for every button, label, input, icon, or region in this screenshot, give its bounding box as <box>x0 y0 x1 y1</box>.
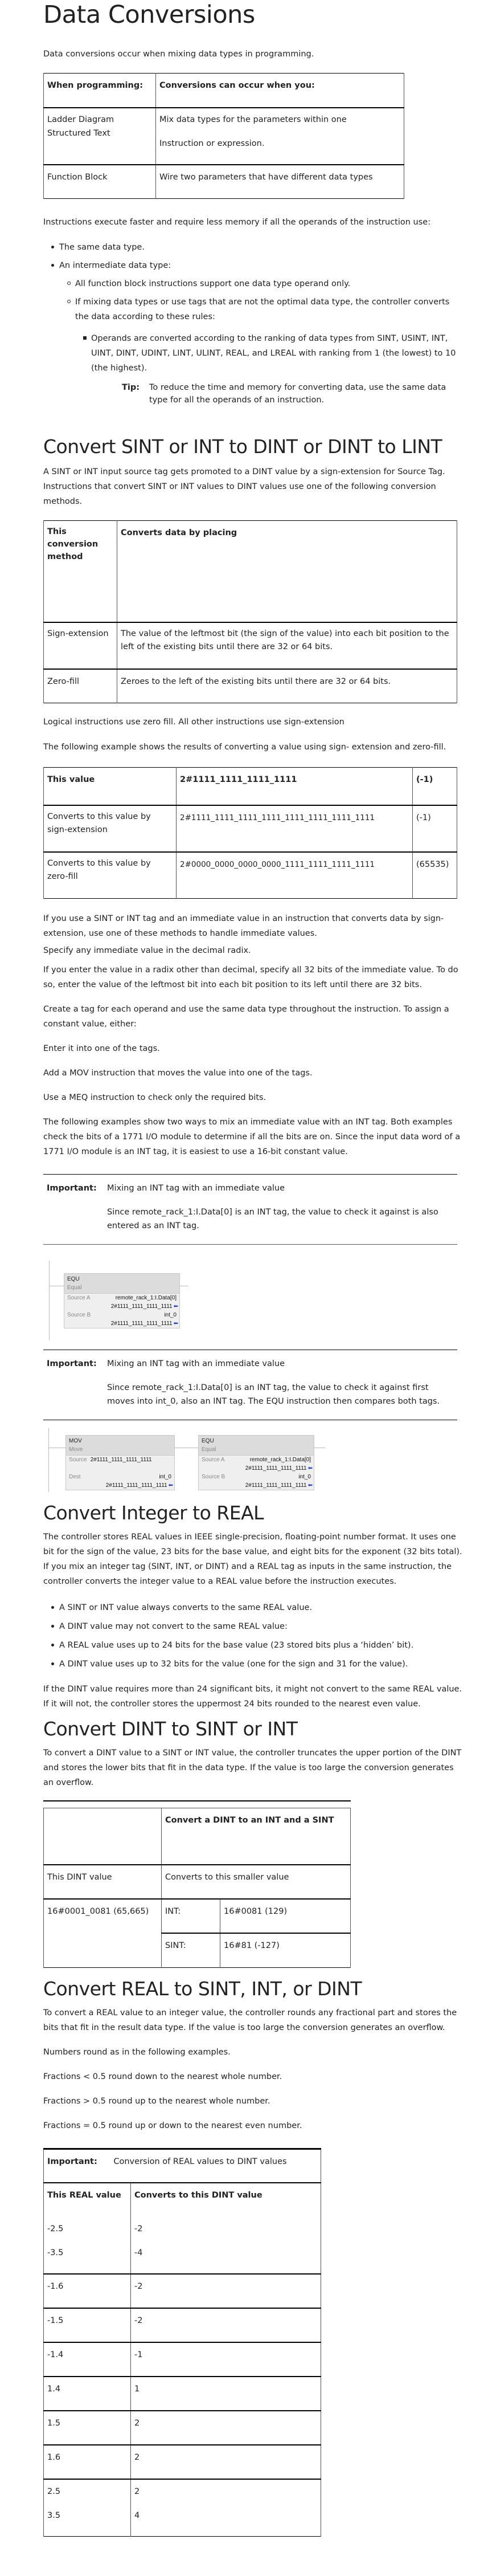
table-cell <box>131 2274 321 2308</box>
section-intro: A SINT or INT input source tag gets promoted to a DINT value by a sign-extension for Source Tag. Instructions that convert SINT or INT values to DINT values use one of the following conversion methods. <box>43 467 445 506</box>
table-cell <box>44 2377 131 2411</box>
important-note <box>43 1350 457 1420</box>
cell-value: -4 <box>134 2248 143 2257</box>
table-header-row <box>44 1808 351 1865</box>
operands-list <box>43 240 465 376</box>
table-header: 2#1111_1111_1111_1111 <box>177 768 413 805</box>
table-row <box>44 1899 351 1933</box>
arrow-left-icon: ⬅ <box>173 1320 178 1327</box>
paragraph: Enter it into one of the tags. <box>43 1044 160 1053</box>
operand-tag[interactable]: int_0 <box>159 1474 171 1480</box>
page-title: Data Conversions <box>43 1 255 29</box>
table-cell: Converts to this value by sign-extension <box>44 805 177 852</box>
paragraph: Create a tag for each operand and use the same data type throughout the instruction. To assign a constant value, either: <box>43 1005 449 1029</box>
paragraph: Add a MOV instruction that moves the value into one of the tags. <box>43 1069 313 1078</box>
table-cell: 2#0000_0000_0000_0000_1111_1111_1111_1111 <box>177 852 413 899</box>
table-row <box>44 2217 321 2274</box>
table-cell <box>131 2411 321 2445</box>
section-heading: Convert Integer to REAL <box>43 1502 264 1524</box>
table-header-row <box>44 521 457 622</box>
operand-value <box>199 1464 314 1473</box>
table-cell <box>131 2217 321 2274</box>
table-cell <box>44 2445 131 2479</box>
paragraph: Fractions = 0.5 round up or down to the nearest even number. <box>43 2121 302 2130</box>
operand-row <box>64 1311 179 1319</box>
operands-intro: Instructions execute faster and require less memory if all the operands of the instruction use: <box>43 218 431 227</box>
ladder-diagram-equ <box>43 1256 465 1347</box>
instruction-header <box>66 1436 174 1456</box>
table-row <box>44 2377 321 2411</box>
important-note <box>43 1174 457 1245</box>
operand-label: Source <box>69 1457 87 1463</box>
table-cell <box>44 108 156 165</box>
equ-instruction-block[interactable] <box>198 1435 314 1490</box>
table-cell: Zeroes to the left of the existing bits until there are 32 or 64 bits. <box>117 669 457 703</box>
table-row <box>44 805 457 852</box>
operand-tag[interactable]: remote_rack_1:I.Data[0] <box>249 1457 311 1463</box>
table-cell <box>44 2342 131 2377</box>
operand-tag[interactable]: int_0 <box>164 1312 177 1318</box>
list-item: A DINT value may not convert to the same REAL value: <box>43 1619 465 1634</box>
table-header: This conversion method <box>44 521 117 622</box>
list-item-text: If mixing data types or use tags that are not the optimal data type, the controller converts the data according to these rules: <box>75 297 450 321</box>
instruction-description: Equal <box>202 1446 216 1453</box>
table-header: Converts to this DINT value <box>131 2183 321 2217</box>
table-header-row <box>44 74 404 108</box>
table-cell <box>131 2479 321 2536</box>
table-cell: Converts to this smaller value <box>162 1865 351 1899</box>
table-row <box>44 852 457 899</box>
table-header: This REAL value <box>44 2183 131 2217</box>
table-cell: Zero-fill <box>44 669 117 703</box>
arrow-left-icon: ⬅ <box>173 1303 178 1310</box>
value-text: 2#1111_1111_1111_1111 <box>110 1303 173 1310</box>
important-title: Conversion of REAL values to DINT values <box>113 2157 287 2166</box>
list-item-text: An intermediate data type: <box>59 261 171 270</box>
list-item: Operands are converted according to the ranking of data types from SINT, USINT, INT, UINT, DINT, UDINT, LINT, ULINT, REAL, and LREAL with ranking from 1 (the lowest) to 10 (the highest). <box>75 331 465 376</box>
important-text: Since remote_rack_1:I.Data[0] is an INT tag, the value to check it against first moves into int_0, also an INT tag. The EQU instruction then compares both tags. <box>107 1383 440 1406</box>
list-item: All function block instructions support one data type operand only. <box>59 276 465 291</box>
table-row <box>44 2445 321 2479</box>
cell-value: -1.4 <box>47 2350 64 2359</box>
list-item <box>59 295 465 376</box>
arrow-left-icon: ⬅ <box>168 1482 173 1489</box>
important-label: Important: <box>47 1359 97 1368</box>
table-header-row <box>44 768 457 805</box>
list-item <box>43 258 465 376</box>
table-cell <box>44 2479 131 2536</box>
cell-text: Structured Text <box>47 128 110 138</box>
operand-value <box>199 1481 314 1490</box>
sub-list <box>59 276 465 376</box>
real-table-body <box>44 2217 321 2536</box>
table-row <box>44 165 404 199</box>
section-heading: Convert REAL to SINT, INT, or DINT <box>43 1977 362 2000</box>
paragraph: If you enter the value in a radix other than decimal, specify all 32 bits of the immediate value. To do so, enter the value of the leftmost bit into each bit position to its left until there are 32 bits. <box>43 965 458 989</box>
table-cell <box>44 2149 321 2183</box>
cell-value: -3.5 <box>47 2248 64 2257</box>
value-text: 2#1111_1111_1111_1111 <box>245 1482 307 1489</box>
list-item: A DINT value uses up to 32 bits for the value (one for the sign and 31 for the value). <box>43 1657 465 1672</box>
table-cell <box>44 2274 131 2308</box>
paragraph: Use a MEQ instruction to check only the required bits. <box>43 1093 266 1102</box>
conversion-method-table <box>43 520 457 703</box>
table-row <box>44 1865 351 1899</box>
mov-instruction-block[interactable] <box>65 1435 175 1490</box>
important-title: Mixing an INT tag with an immediate value <box>107 1359 285 1368</box>
instruction-mnemonic: EQU <box>202 1438 214 1444</box>
instruction-description: Equal <box>67 1285 82 1291</box>
operand-row <box>199 1456 314 1464</box>
operand-label: Source B <box>202 1474 225 1480</box>
table-cell: (65535) <box>413 852 457 899</box>
table-header: Conversions can occur when you: <box>156 74 404 108</box>
instruction-header <box>64 1274 179 1294</box>
important-body <box>90 1357 454 1408</box>
table-cell: 16#0001_0081 (65,665) <box>44 1899 162 1967</box>
cell-text: Mix data types for the parameters within one <box>159 115 347 124</box>
intro-paragraph: Data conversions occur when mixing data types in programming. <box>43 50 314 59</box>
instruction-mnemonic: MOV <box>69 1438 82 1444</box>
table-header: Converts data by placing <box>117 521 457 622</box>
sign-zero-example-table <box>43 767 457 899</box>
list-item: A SINT or INT value always converts to the same REAL value. <box>43 1600 465 1615</box>
section-intro: To convert a DINT value to a SINT or INT value, the controller truncates the upper portion of the DINT and stores the lower bits that fit in the data type. If the value is too large the conversion generates an overflow. <box>43 1748 462 1787</box>
operand-row <box>199 1473 314 1481</box>
operand-label: Source A <box>202 1457 225 1463</box>
cell-value: 1.5 <box>47 2419 61 2428</box>
table-cell: Sign-extension <box>44 622 117 669</box>
logical-note: Logical instructions use zero fill. All other instructions use sign-extension <box>43 718 344 727</box>
operand-label: Dest <box>69 1474 81 1480</box>
table-header: Convert a DINT to an INT and a SINT <box>162 1808 351 1865</box>
cell-value: 3.5 <box>47 2511 61 2520</box>
table-cell: This DINT value <box>44 1865 162 1899</box>
value-text: 2#1111_1111_1111_1111 <box>245 1465 307 1472</box>
operand-value <box>64 1302 179 1311</box>
important-text: Since remote_rack_1:I.Data[0] is an INT tag, the value to check it against is also entered as an INT tag. <box>107 1208 438 1230</box>
arrow-left-icon: ⬅ <box>307 1465 313 1472</box>
table-row <box>44 2308 321 2342</box>
table-cell: 16#81 (-127) <box>220 1933 351 1967</box>
left-power-rail <box>48 1428 49 1492</box>
operand-row <box>66 1456 174 1464</box>
table-top-rule <box>43 1800 351 1801</box>
paragraph: Numbers round as in the following examples. <box>43 2047 231 2057</box>
operand-value <box>66 1481 174 1490</box>
table-header: This value <box>44 768 177 805</box>
value-text: 2#1111_1111_1111_1111 <box>105 1482 167 1489</box>
table-cell <box>44 2308 131 2342</box>
section-heading: Convert DINT to SINT or INT <box>43 1718 298 1740</box>
table-cell <box>131 2377 321 2411</box>
cell-value: 2 <box>134 2419 140 2428</box>
ladder-diagram-mov-equ <box>43 1428 465 1497</box>
operand-row <box>64 1294 179 1302</box>
value-text: 2#1111_1111_1111_1111 <box>110 1320 173 1327</box>
cell-value: -2 <box>134 2224 143 2233</box>
important-label: Important: <box>47 2157 97 2166</box>
example-intro: The following example shows the results of converting a value using sign- extension and zero-fill. <box>43 743 446 752</box>
table-row <box>44 622 457 669</box>
paragraph: If the DINT value requires more than 24 significant bits, it might not convert to the same REAL value. If it will not, the controller stores the uppermost 24 bits rounded to the nearest even value. <box>43 1685 462 1709</box>
table-cell <box>156 108 404 165</box>
section-intro: To convert a REAL value to an integer value, the controller rounds any fractional part and stores the bits that fit in the result data type. If the value is too large the conversion generates an overflow. <box>43 2008 457 2032</box>
cell-value: -2.5 <box>47 2224 64 2233</box>
cell-value: 1 <box>134 2385 140 2394</box>
table-cell: The value of the leftmost bit (the sign of the value) into each bit position to the left of the existing bits until there are 32 or 64 bits. <box>117 622 457 669</box>
arrow-left-icon: ⬅ <box>307 1482 313 1489</box>
programming-conversions-table <box>43 73 404 199</box>
cell-value: 1.6 <box>47 2453 61 2462</box>
table-cell: Wire two parameters that have different data types <box>156 165 404 199</box>
operand-label: Source B <box>67 1312 91 1318</box>
table-cell: 16#0081 (129) <box>220 1899 351 1933</box>
section-heading: Convert SINT or INT to DINT or DINT to LINT <box>43 435 442 458</box>
table-cell: 2#1111_1111_1111_1111_1111_1111_1111_1111 <box>177 805 413 852</box>
paragraph: If you use a SINT or INT tag and an immediate value in an instruction that converts data by sign-extension, use one of these methods to handle immediate values. <box>43 914 444 938</box>
operand-value[interactable]: 2#1111_1111_1111_1111 <box>90 1457 152 1463</box>
table-cell: SINT: <box>162 1933 220 1967</box>
table-row <box>44 108 404 165</box>
table-cell: Converts to this value by zero-fill <box>44 852 177 899</box>
table-row <box>44 2342 321 2377</box>
cell-value: 4 <box>134 2511 140 2520</box>
table-row <box>44 669 457 703</box>
equ-instruction-block[interactable] <box>64 1273 180 1328</box>
operand-tag[interactable]: remote_rack_1:I.Data[0] <box>115 1295 177 1301</box>
tip-label: Tip: <box>122 383 140 392</box>
sub-sub-list <box>75 331 465 376</box>
table-cell: INT: <box>162 1899 220 1933</box>
paragraph: Specify any immediate value in the decimal radix. <box>43 946 251 955</box>
left-power-rail <box>49 1261 50 1340</box>
cell-value: -2 <box>134 2316 143 2325</box>
table-cell <box>131 2445 321 2479</box>
paragraph: The following examples show two ways to mix an immediate value with an INT tag. Both examples check the bits of a 1771 I/O module to determine if all the bits are on. Since the input data word of a 1771 I/O module is an INT tag, it is easiest to use a 16-bit constant value. <box>43 1118 461 1156</box>
list-item: A REAL value uses up to 24 bits for the base value (23 stored bits plus a ‘hidden’ bit). <box>43 1638 465 1653</box>
table-cell <box>131 2308 321 2342</box>
cell-text: Ladder Diagram <box>47 115 114 124</box>
tip-text: To reduce the time and memory for converting data, use the same data type for all the operands of an instruction. <box>149 383 446 405</box>
operand-tag[interactable]: int_0 <box>298 1474 311 1480</box>
important-row <box>44 2149 321 2183</box>
table-cell <box>131 2342 321 2377</box>
instruction-description: Move <box>69 1446 83 1453</box>
paragraph: Fractions > 0.5 round up to the nearest whole number. <box>43 2096 270 2106</box>
table-cell: (-1) <box>413 805 457 852</box>
operand-row <box>66 1473 174 1481</box>
tip-note <box>122 381 465 406</box>
cell-text: Instruction or expression. <box>159 138 265 148</box>
spacer <box>66 1464 174 1473</box>
table-cell <box>44 2217 131 2274</box>
important-body <box>90 1181 454 1233</box>
table-header: (-1) <box>413 768 457 805</box>
important-title: Mixing an INT tag with an immediate value <box>107 1184 285 1193</box>
table-cell: Function Block <box>44 165 156 199</box>
instruction-mnemonic: EQU <box>67 1276 80 1282</box>
dint-truncation-table <box>43 1808 351 1968</box>
operand-label: Source A <box>67 1295 91 1301</box>
real-conversion-list <box>43 1600 465 1672</box>
cell-value: 2.5 <box>47 2487 61 2496</box>
important-label: Important: <box>47 1184 97 1193</box>
cell-value: -1.6 <box>47 2282 64 2291</box>
cell-value: 2 <box>134 2453 140 2462</box>
table-cell <box>44 1808 162 1865</box>
cell-value: -1.5 <box>47 2316 64 2325</box>
table-row <box>44 2479 321 2536</box>
operand-value <box>64 1319 179 1328</box>
cell-value: -1 <box>134 2350 143 2359</box>
cell-value: 1.4 <box>47 2385 61 2394</box>
table-header-row <box>44 2183 321 2217</box>
table-header: When programming: <box>44 74 156 108</box>
table-row <box>44 2411 321 2445</box>
list-item: The same data type. <box>43 240 465 255</box>
paragraph: Fractions < 0.5 round down to the nearest whole number. <box>43 2072 282 2081</box>
cell-value: 2 <box>134 2487 140 2496</box>
table-row <box>44 2274 321 2308</box>
table-cell <box>44 2411 131 2445</box>
cell-value: -2 <box>134 2282 143 2291</box>
real-to-dint-table <box>43 2148 321 2537</box>
section-intro: The controller stores REAL values in IEEE single-precision, floating-point number format. It uses one bit for the sign of the value, 23 bits for the base value, and eight bits for the exponent (32 bits total). If you mix an integer tag (SINT, INT, or DINT) and a REAL tag as inputs in the same instruction, the controller converts the integer value to a REAL value before the instruction executes. <box>43 1532 462 1586</box>
instruction-header <box>199 1436 314 1456</box>
